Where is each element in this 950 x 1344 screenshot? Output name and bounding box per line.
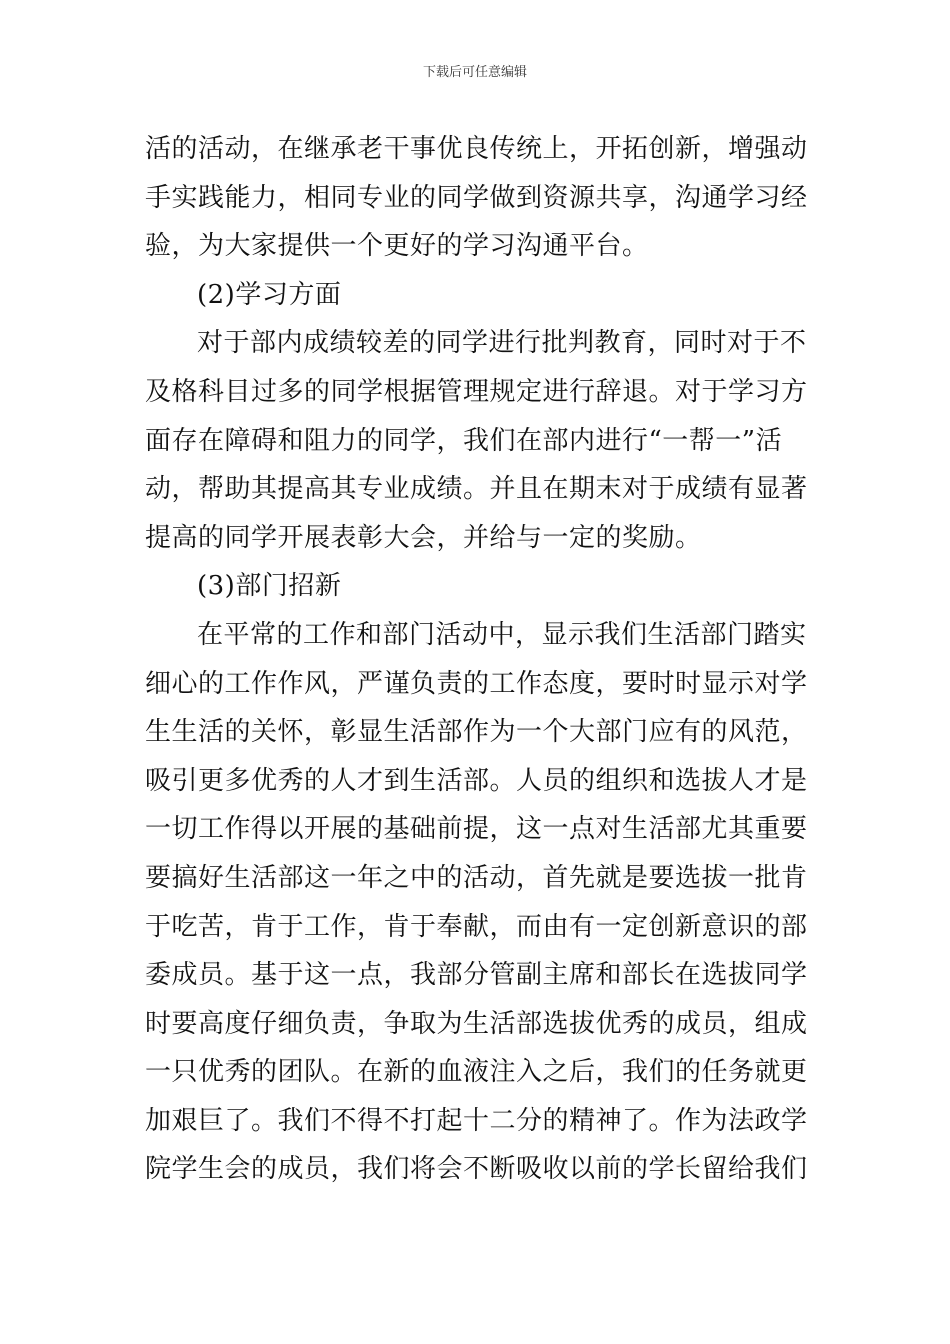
text-line: 对于部内成绩较差的同学进行批判教育，同时对于不 bbox=[197, 328, 807, 359]
text-line: 院学生会的成员，我们将会不断吸收以前的学长留给我们 bbox=[145, 1154, 808, 1185]
text-line: 手实践能力，相同专业的同学做到资源共享，沟通学习经 bbox=[145, 182, 808, 213]
text-line: 要搞好生活部这一年之中的活动，首先就是要选拔一批肯 bbox=[145, 862, 808, 893]
text-line: 活的活动，在继承老干事优良传统上，开拓创新，增强动 bbox=[145, 134, 808, 164]
text-line: 面存在障碍和阻力的同学，我们在部内进行“一帮一”活 bbox=[145, 425, 783, 456]
text-line: 提高的同学开展表彰大会，并给与一定的奖励。 bbox=[145, 522, 702, 553]
text-line: 一切工作得以开展的基础前提，这一点对生活部尤其重要 bbox=[145, 814, 808, 845]
text-line: 委成员。基于这一点，我部分管副主席和部长在选拔同学 bbox=[145, 960, 808, 991]
text-line: 生生活的关怀，彰显生活部作为一个大部门应有的风范， bbox=[145, 717, 808, 748]
text-line: 动，帮助其提高其专业成绩。并且在期末对于成绩有显著 bbox=[145, 474, 808, 505]
text-line: 加艰巨了。我们不得不打起十二分的精神了。作为法政学 bbox=[145, 1105, 808, 1136]
text-line: 细心的工作作风，严谨负责的工作态度，要时时显示对学 bbox=[145, 668, 808, 699]
page-header: 下载后可任意编辑 bbox=[422, 65, 527, 80]
section-heading-study: (2)学习方面 bbox=[197, 279, 342, 310]
document-body bbox=[145, 125, 810, 1194]
text-line: 及格科目过多的同学根据管理规定进行辞退。对于学习方 bbox=[145, 376, 808, 407]
text-line: 验，为大家提供一个更好的学习沟通平台。 bbox=[145, 231, 649, 262]
text-line: 于吃苦，肯于工作，肯于奉献，而由有一定创新意识的部 bbox=[145, 911, 808, 942]
text-line: 吸引更多优秀的人才到生活部。人员的组织和选拔人才是 bbox=[145, 765, 808, 796]
text-line: 在平常的工作和部门活动中，显示我们生活部门踏实 bbox=[197, 619, 807, 650]
text-line: 一只优秀的团队。在新的血液注入之后，我们的任务就更 bbox=[145, 1057, 808, 1088]
section-heading-recruitment: (3)部门招新 bbox=[197, 571, 342, 602]
text-line: 时要高度仔细负责，争取为生活部选拔优秀的成员，组成 bbox=[145, 1008, 808, 1039]
